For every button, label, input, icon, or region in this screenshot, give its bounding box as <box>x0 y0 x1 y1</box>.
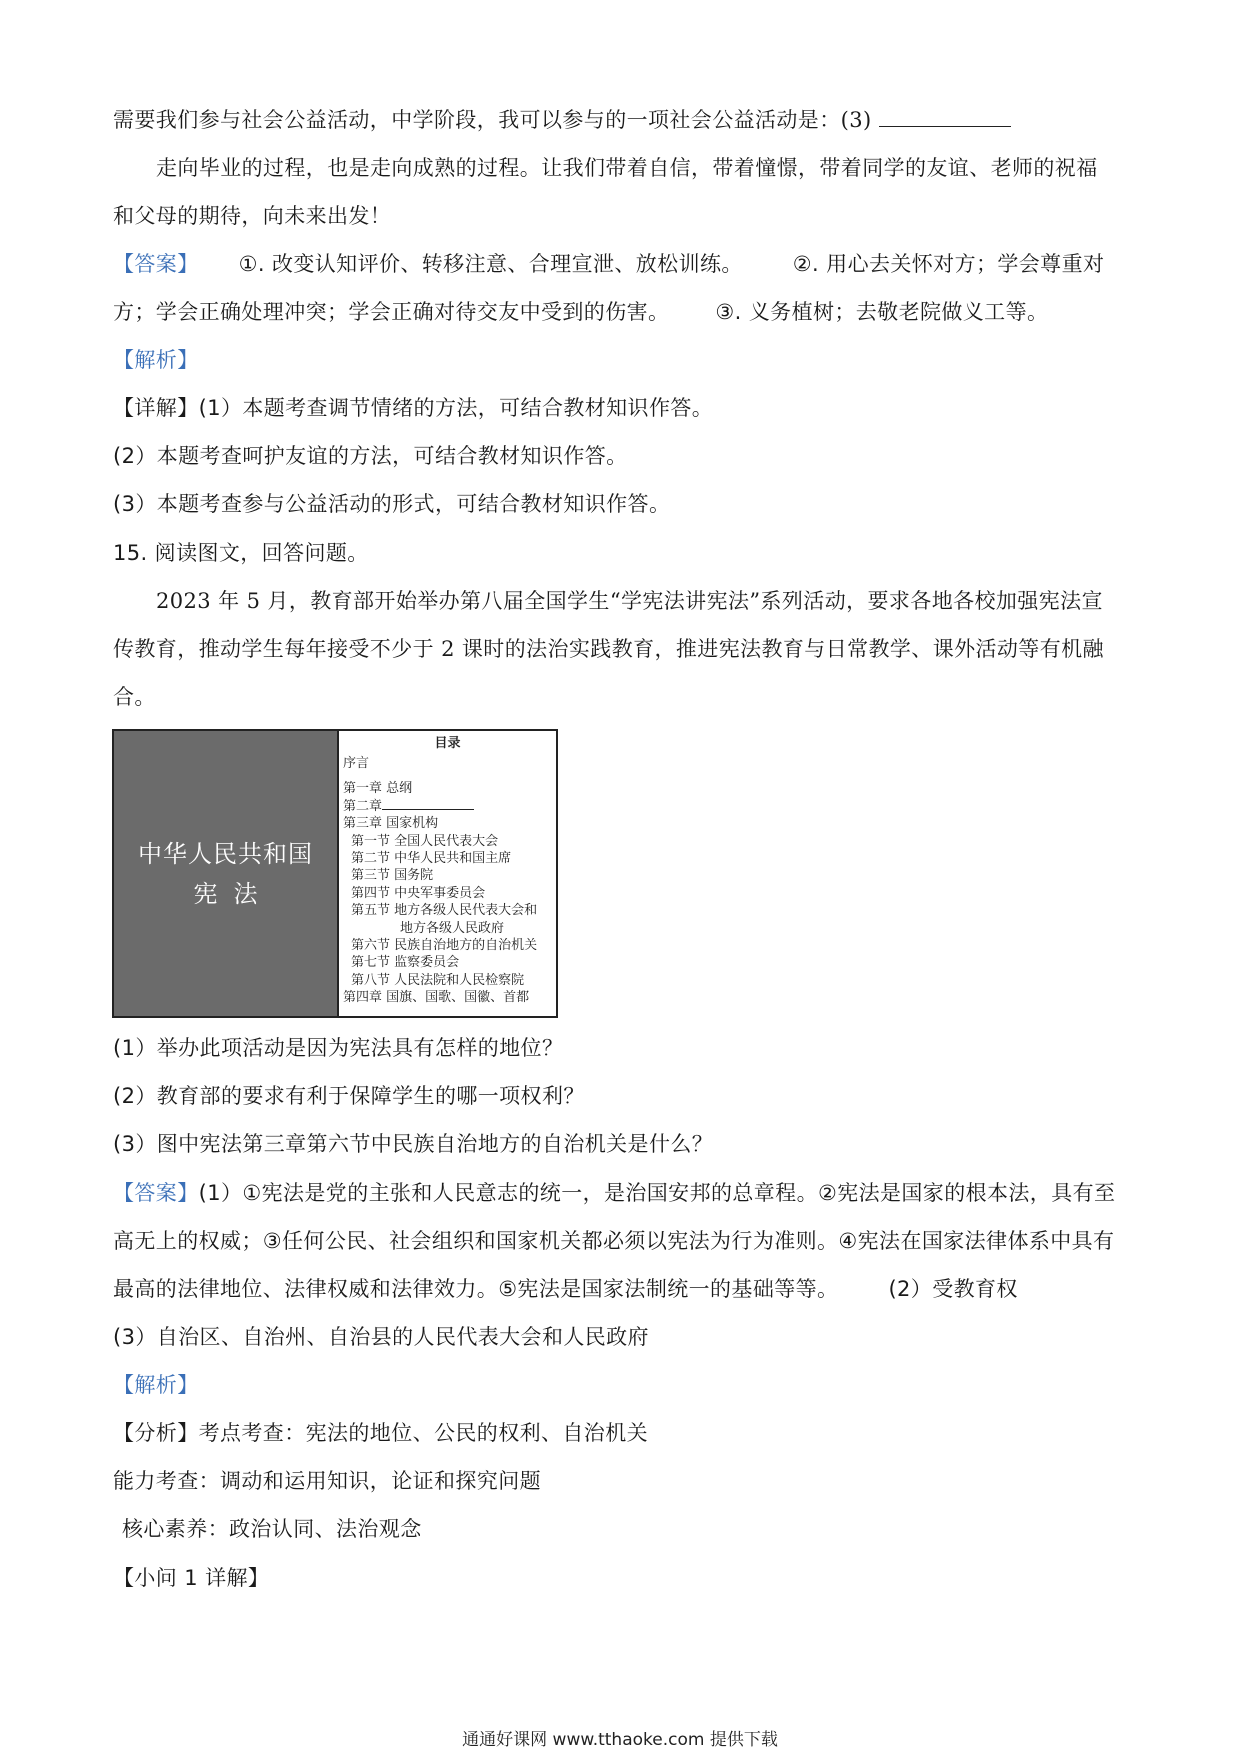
closing-line-2: 和父母的期待，向未来出发！ <box>113 204 392 228</box>
answer-blank <box>879 106 1011 127</box>
q15-answer-line-2: 高无上的权威；③任何公民、社会组织和国家机关都必须以宪法为行为准则。④宪法在国家法律体系中具有 <box>113 1229 1115 1253</box>
ability-points: 能力考查：调动和运用知识，论证和探究问题 <box>113 1469 541 1493</box>
toc-blank <box>382 798 474 810</box>
toc-item: 第一章 总纲 <box>343 781 413 797</box>
detail-line-2: (2）本题考查呵护友谊的方法，可结合教材知识作答。 <box>113 444 628 468</box>
toc-item: 第七节 监察委员会 <box>351 955 460 971</box>
q14-answer-line-1 <box>113 249 1133 279</box>
constitution-figure <box>112 729 558 1018</box>
answer-label: 【答案】 <box>113 1181 199 1205</box>
q15-answer-line-3 <box>113 1274 1133 1304</box>
answer-text: (1）①宪法是党的主张和人民意志的统一，是治国安邦的总章程。②宪法是国家的根本法，具有至 <box>198 1181 1116 1205</box>
passage-line-3: 合。 <box>113 685 156 709</box>
toc-item: 地方各级人民政府 <box>400 920 505 936</box>
sub-question-1-detail: 【小问 1 详解】 <box>113 1566 270 1590</box>
toc-item: 第八节 人民法院和人民检察院 <box>351 972 525 988</box>
toc-item: 第五节 地方各级人民代表大会和 <box>351 903 538 919</box>
analysis-label: 【解析】 <box>113 348 199 372</box>
answer-part-1: ①. 改变认知评价、转移注意、合理宣泄、放松训练。 <box>238 252 743 276</box>
constitution-cover <box>114 731 339 1016</box>
sub-question-1: (1）举办此项活动是因为宪法具有怎样的地位？ <box>113 1036 564 1060</box>
toc-item: 第六节 民族自治地方的自治机关 <box>351 938 538 954</box>
answer-part-2: (2）受教育权 <box>888 1277 1018 1301</box>
toc-item: 第一节 全国人民代表大会 <box>351 833 499 849</box>
sub-question-2: (2）教育部的要求有利于保障学生的哪一项权利？ <box>113 1084 585 1108</box>
detail-line-3: (3）本题考查参与公益活动的形式，可结合教材知识作答。 <box>113 492 671 516</box>
answer-label: 【答案】 <box>113 252 199 276</box>
question-14-part3 <box>113 105 1133 135</box>
toc-item: 第四节 中央军事委员会 <box>351 885 486 901</box>
toc-item: 第二节 中华人民共和国主席 <box>351 851 512 867</box>
toc-item: 第三章 国家机构 <box>343 816 439 832</box>
passage-line-1: 2023 年 5 月，教育部开始举办第八届全国学生“学宪法讲宪法”系列活动，要求各地各校加强宪法宣 <box>156 589 1103 613</box>
page-footer: 通通好课网 www.tthaoke.com 提供下载 <box>462 1730 778 1750</box>
cover-title: 中华人民共和国 <box>138 839 313 868</box>
table-of-contents <box>339 731 556 1016</box>
toc-item: 序言 <box>343 756 370 771</box>
toc-item-label: 第二章 <box>343 798 383 814</box>
q15-answer-line-1 <box>113 1178 1133 1208</box>
answer-part-2a: ②. 用心去关怀对方；学会尊重对 <box>792 252 1105 276</box>
literacy-points: 核心素养：政治认同、法治观念 <box>122 1517 422 1541</box>
passage-line-2: 传教育，推动学生每年接受不少于 2 课时的法治实践教育，推进宪法教育与日常教学、课外活动等有机融 <box>113 637 1104 661</box>
toc-title: 目录 <box>434 736 461 751</box>
analysis-points: 【分析】考点考查：宪法的地位、公民的权利、自治机关 <box>113 1421 648 1445</box>
toc-item: 第四章 国旗、国歌、国徽、首都 <box>343 990 530 1006</box>
sub-question-3: (3）图中宪法第三章第六节中民族自治地方的自治机关是什么？ <box>113 1132 714 1156</box>
question-text: 需要我们参与社会公益活动，中学阶段，我可以参与的一项社会公益活动是：(3) <box>113 108 872 132</box>
closing-line-1: 走向毕业的过程，也是走向成熟的过程。让我们带着自信，带着憧憬，带着同学的友谊、老师的祝福 <box>156 156 1098 180</box>
q15-answer-line-4: (3）自治区、自治州、自治县的人民代表大会和人民政府 <box>113 1325 649 1349</box>
answer-text: 最高的法律地位、法律权威和法律效力。⑤宪法是国家法制统一的基础等等。 <box>113 1277 839 1301</box>
answer-part-2b: 方；学会正确处理冲突；学会正确对待交友中受到的伤害。 <box>113 300 670 324</box>
toc-item: 第三节 国务院 <box>351 868 434 884</box>
question-15-heading: 15. 阅读图文，回答问题。 <box>113 541 369 565</box>
toc-item-blank <box>343 798 552 815</box>
answer-part-3: ③. 义务植树；去敬老院做义工等。 <box>715 300 1049 324</box>
cover-subtitle: 宪法 <box>193 879 274 908</box>
detail-line-1: 【详解】(1）本题考查调节情绪的方法，可结合教材知识作答。 <box>113 396 714 420</box>
analysis-label: 【解析】 <box>113 1373 199 1397</box>
q14-answer-line-2 <box>113 297 1133 327</box>
